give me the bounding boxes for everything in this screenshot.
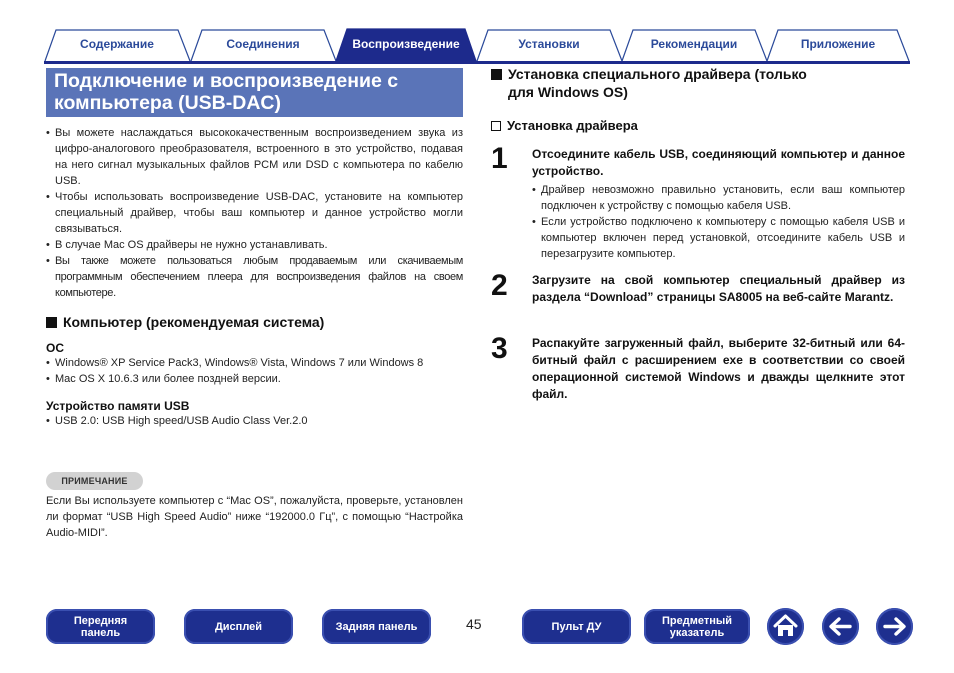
checkbox-square-icon (491, 121, 501, 131)
step-title: Загрузите на свой компьютер специальный драйвер из раздела “Download” страницы SA8005 на веб-сайте Marantz. (532, 273, 905, 304)
page-number: 45 (466, 616, 482, 632)
usb-label: Устройство памяти USB (46, 399, 190, 413)
system-heading (46, 313, 463, 331)
list-item: • Windows® XP Service Pack3, Windows® Vista, Windows 7 или Windows 8 (46, 355, 463, 371)
tab-appendix[interactable]: Приложение (800, 37, 876, 51)
step-title: Распакуйте загруженный файл, выберите 32-битный или 64-битный файл с расширением exe в соответствии со своей операционной системой Windows и дважды щелкните этот файл. (532, 336, 905, 401)
driver-subheading (491, 118, 638, 133)
square-bullet-icon (46, 317, 57, 328)
os-label: ОС (46, 341, 64, 355)
rear-panel-button[interactable]: Задняя панель (322, 609, 431, 644)
tab-playback[interactable]: Воспроизведение (352, 37, 460, 51)
step-notes (532, 182, 905, 262)
list-item: • Чтобы использовать воспроизведение USB-DAC, установите на компьютер специальный драйвер, чтобы ваш компьютер и данное устройство могли связываться. (46, 189, 463, 237)
arrow-right-icon (876, 608, 913, 645)
list-item: • Вы также можете пользоваться любым продаваемым или скачиваемым программным обеспечением плеера для воспроизведения файлов на своем компьютере. (46, 253, 463, 301)
tab-underline (44, 61, 910, 64)
list-item: • Mac OS X 10.6.3 или более поздней версии. (46, 371, 463, 387)
tab-connections[interactable]: Соединения (226, 37, 300, 51)
arrow-left-icon (822, 608, 859, 645)
system-heading-text: Компьютер (рекомендуемая система) (63, 314, 325, 330)
remote-control-button[interactable]: Пульт ДУ (522, 609, 631, 644)
section-title: Подключение и воспроизведение с компьютера (USB-DAC) (54, 70, 399, 114)
tab-bar (44, 27, 910, 63)
home-icon (767, 608, 804, 645)
square-bullet-icon (491, 69, 502, 80)
display-button[interactable]: Дисплей (184, 609, 293, 644)
step-number: 1 (491, 142, 508, 175)
note-text: Если Вы используете компьютер с “Mac OS”, пожалуйста, проверьте, установлен ли формат “USB High Speed Audio” ниже “192000.0 Гц”, с помощью “Настройка Audio-MIDI”. (46, 495, 463, 539)
intro-list (46, 125, 463, 301)
list-item: • Драйвер невозможно правильно установить, если ваш компьютер подключен к устройству с помощью кабеля USB. (532, 182, 905, 214)
list-item: • USB 2.0: USB High speed/USB Audio Class Ver.2.0 (46, 413, 463, 429)
step-body (532, 335, 905, 403)
list-item: • Вы можете наслаждаться высококачественным воспроизведением звука из цифро-аналогового преобразователя, встроенного в это устройство, подавая на него сигнал музыкальных файлов PCM или DSD с компьютера по кабелю USB. (46, 125, 463, 189)
os-list (46, 355, 463, 387)
list-item: • В случае Mac OS драйверы не нужно устанавливать. (46, 237, 463, 253)
step-number: 2 (491, 269, 508, 302)
front-panel-button[interactable]: Передняя панель (46, 609, 155, 644)
section-banner (46, 68, 463, 117)
driver-heading (491, 65, 905, 101)
tab-tips[interactable]: Рекомендации (650, 37, 738, 51)
step-body (532, 146, 905, 262)
list-item: • Если устройство подключено к компьютеру с помощью кабеля USB и компьютер включен перед установкой, отсоедините кабель USB и перезагрузите компьютер. (532, 214, 905, 262)
tab-contents[interactable]: Содержание (80, 37, 154, 51)
index-button[interactable]: Предметный указатель (644, 609, 750, 644)
driver-heading-text: Установка специального драйвера (только для Windows OS) (508, 66, 807, 100)
driver-subheading-text: Установка драйвера (507, 118, 638, 133)
step-title: Отсоедините кабель USB, соединяющий компьютер и данное устройство. (532, 147, 905, 178)
left-column (46, 125, 463, 539)
usb-list (46, 413, 463, 429)
forward-button[interactable] (876, 608, 913, 645)
right-column (491, 65, 905, 401)
back-button[interactable] (822, 608, 859, 645)
note-badge: ПРИМЕЧАНИЕ (46, 472, 143, 490)
step-number: 3 (491, 332, 508, 365)
home-button[interactable] (767, 608, 804, 645)
tab-settings[interactable]: Установки (518, 37, 580, 51)
step-body (532, 272, 905, 306)
